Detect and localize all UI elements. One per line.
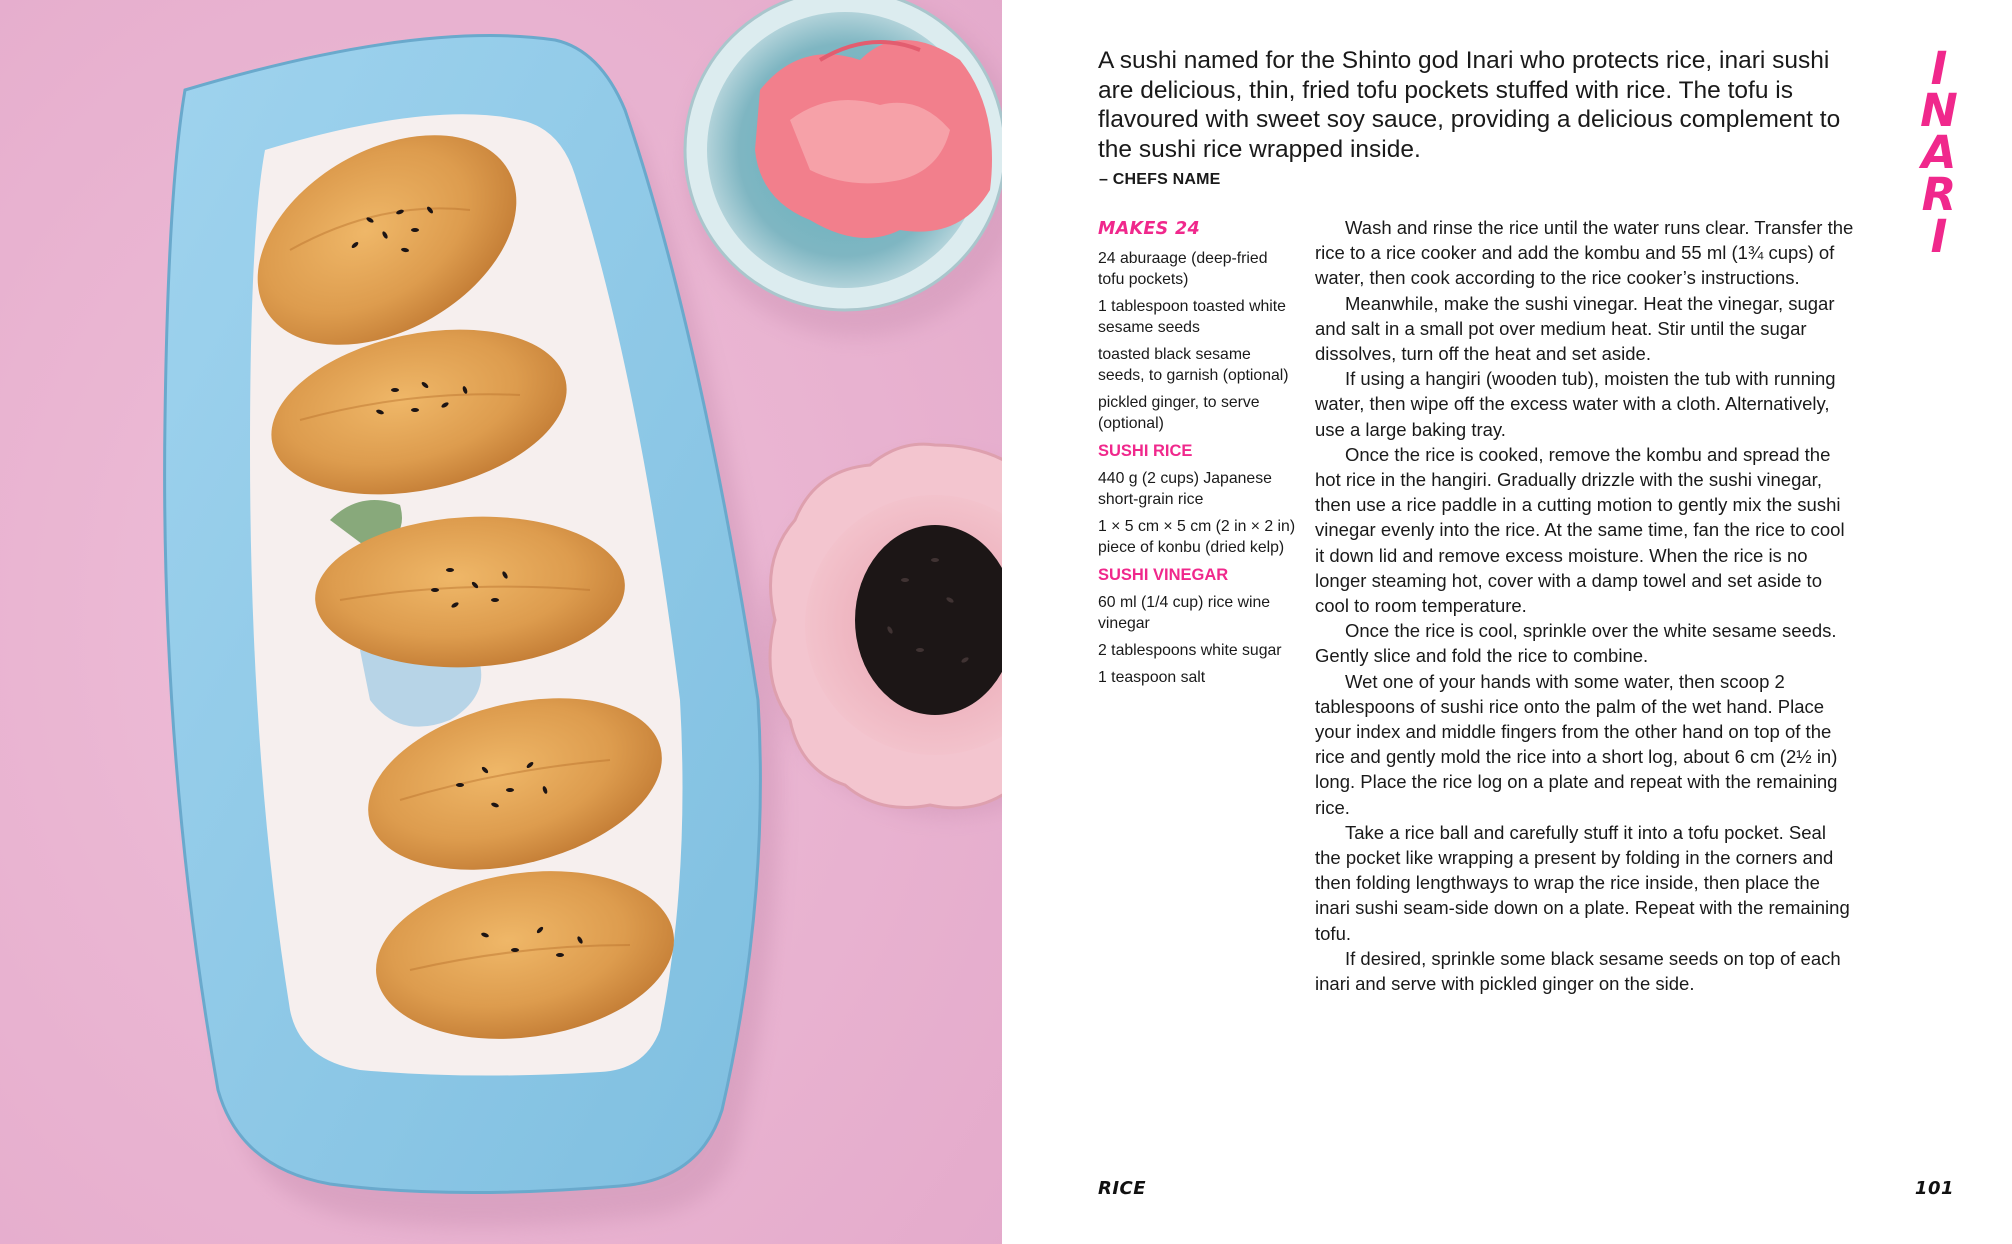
ingredient-item: pickled ginger, to serve (optional) xyxy=(1098,394,1260,432)
method-step: If desired, sprinkle some black sesame seeds on top of each inari and serve with pickled ginger on the side. xyxy=(1315,947,1841,995)
method-column xyxy=(1315,215,1855,996)
ingredients-column xyxy=(1098,218,1298,694)
title-letter: I xyxy=(1930,210,1948,263)
intro-paragraph: A sushi named for the Shinto god Inari who protects rice, inari sushi are delicious, thin, fried tofu pockets stuffed with rice. The tofu is flavoured with sweet soy sauce, providing a delicious complement to the sushi rice wrapped inside. xyxy=(1098,47,1841,163)
method-step: Once the rice is cool, sprinkle over the white sesame seeds. Gently slice and fold the rice to combine. xyxy=(1315,620,1837,667)
recipe-page xyxy=(1002,0,2012,1244)
ingredient-item: 2 tablespoons white sugar xyxy=(1098,642,1282,659)
ingredient-item: toasted black sesame seeds, to garnish (optional) xyxy=(1098,346,1289,384)
section-label: RICE xyxy=(1098,1178,1147,1199)
attribution: – CHEFS NAME xyxy=(1099,171,1221,188)
method-step: Wash and rinse the rice until the water runs clear. Transfer the rice to a rice cooker and add the kombu and 55 ml (1¾ cups) of water, then cook according to the rice cooker’s instructions. xyxy=(1315,217,1854,289)
title-letter: I xyxy=(1930,42,1948,95)
page-number: 101 xyxy=(1914,1178,1954,1199)
ingredient-item: 1 tablespoon toasted white sesame seeds xyxy=(1098,298,1286,336)
ingredient-item: 1 × 5 cm × 5 cm (2 in × 2 in) piece of konbu (dried kelp) xyxy=(1098,518,1296,556)
method-step: Wet one of your hands with some water, then scoop 2 tablespoons of sushi rice onto the palm of the wet hand. Place your index and middle fingers from the other hand on top of the rice and gently mold the rice into a short log, about 6 cm (2½ in) long. Place the rice log on a plate and repeat with the remaining rice. xyxy=(1315,670,1838,818)
yield-heading: MAKES 24 xyxy=(1098,219,1200,239)
title-letter: A xyxy=(1921,126,1957,179)
sushi-vinegar-heading: SUSHI VINEGAR xyxy=(1098,566,1229,584)
method-step: If using a hangiri (wooden tub), moisten the tub with running water, then wipe off the excess water with a cloth. Alternatively, use a large baking tray. xyxy=(1315,368,1836,440)
sushi-rice-heading: SUSHI RICE xyxy=(1098,442,1193,460)
title-letter: R xyxy=(1921,168,1957,221)
ingredient-item: 1 teaspoon salt xyxy=(1098,669,1206,686)
method-step: Once the rice is cooked, remove the kombu and spread the hot rice in the hangiri. Gradually drizzle with the sushi vinegar, then use a rice paddle in a cutting motion to gently mix the sushi vinegar evenly into the rice. At the same time, fan the rice to cool it down lid and remove excess moisture. When the rice is no longer steaming hot, cover with a damp towel and set aside to cool to room temperature. xyxy=(1315,443,1845,617)
method-step: Meanwhile, make the sushi vinegar. Heat the vinegar, sugar and salt in a small pot over medium heat. Stir until the sugar dissolves, turn off the heat and set aside. xyxy=(1315,292,1835,365)
ingredient-item: 440 g (2 cups) Japanese short-grain rice xyxy=(1098,470,1272,508)
food-photograph xyxy=(0,0,1002,1244)
ingredient-item: 60 ml (1/4 cup) rice wine vinegar xyxy=(1098,594,1271,632)
title-letter: N xyxy=(1920,84,1958,137)
recipe-title xyxy=(1914,42,1964,263)
ingredient-item: 24 aburaage (deep-fried tofu pockets) xyxy=(1098,250,1268,288)
method-step: Take a rice ball and carefully stuff it into a tofu pocket. Seal the pocket like wrapping a present by folding in the corners and then folding lengthways to wrap the rice inside, then place the inari sushi seam-side down on a plate. Repeat with the remaining tofu. xyxy=(1315,821,1850,944)
